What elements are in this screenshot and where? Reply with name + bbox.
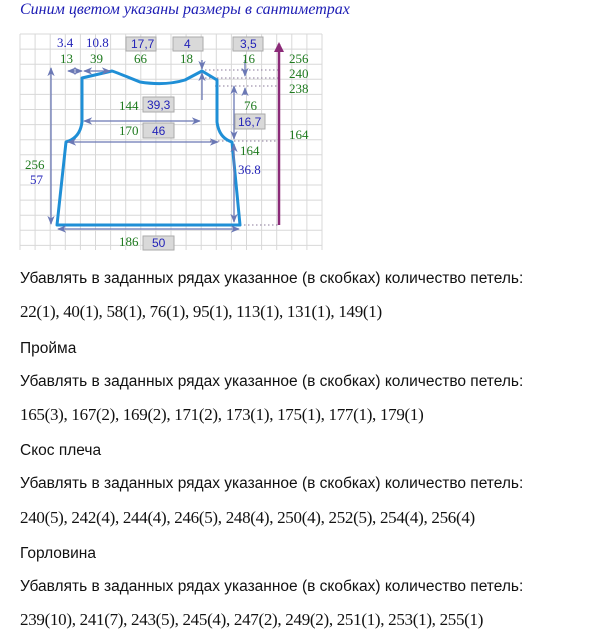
shoulder-drop-stitches: 18 (180, 51, 193, 66)
diagram-caption: Синим цветом указаны размеры в сантиметрах (20, 1, 350, 18)
section-2-rows: 165(3), 167(2), 169(2), 171(2), 173(1), 175(1), 177(1), 179(1) (20, 405, 424, 424)
neck-depth-cm-value: 3,5 (240, 37, 257, 51)
section-2-instruction: Убавлять в заданных рядах указанное (в скобках) количество петель: (20, 373, 524, 390)
neck-depth-stitches: 16 (242, 51, 255, 66)
bust-cm-value: 46 (152, 124, 166, 138)
shoulder-cm-label: 10.8 (86, 35, 109, 50)
shoulder-drop-cm-value: 4 (184, 37, 191, 51)
shoulder-stitches: 39 (90, 51, 103, 66)
side-cm: 36.8 (238, 162, 261, 177)
side-stitches: 164 (240, 143, 260, 158)
section-4-heading: Горловина (20, 545, 96, 562)
hem-cm-value: 50 (152, 236, 166, 250)
section-1-rows: 22(1), 40(1), 58(1), 76(1), 95(1), 113(1), 131(1), 149(1) (20, 302, 382, 321)
row-label-256: 256 (289, 51, 309, 66)
section-1-instruction: Убавлять в заданных рядах указанное (в скобках) количество петель: (20, 270, 524, 287)
section-3-rows: 240(5), 242(4), 244(4), 246(5), 248(4), 250(4), 252(5), 254(4), 256(4) (20, 508, 475, 527)
section-4-rows: 239(10), 241(7), 243(5), 245(4), 247(2), 249(2), 251(1), 253(1), 255(1) (20, 610, 484, 629)
total-height-stitches: 256 (25, 157, 45, 172)
armhole-stitches: 76 (244, 98, 257, 113)
section-3-heading: Скос плеча (20, 442, 102, 459)
bust-stitches: 170 (119, 123, 139, 138)
hem-stitches: 186 (119, 234, 139, 249)
row-label-238: 238 (289, 81, 309, 96)
pattern-diagram (0, 0, 330, 255)
neck-edge-cm-label: 3.4 (57, 35, 74, 50)
row-label-240: 240 (289, 66, 309, 81)
total-height-cm: 57 (30, 172, 43, 187)
chest-cm-value: 39,3 (147, 98, 171, 112)
chest-stitches: 144 (119, 98, 139, 113)
neck-width-stitches: 66 (134, 51, 147, 66)
section-3-instruction: Убавлять в заданных рядах указанное (в скобках) количество петель: (20, 475, 524, 492)
row-label-164: 164 (289, 127, 309, 142)
section-2-heading: Пройма (20, 340, 77, 357)
neck-width-cm-value: 17,7 (131, 37, 155, 51)
armhole-cm-value: 16,7 (238, 115, 262, 129)
neck-edge-stitches: 13 (60, 51, 73, 66)
section-4-instruction: Убавлять в заданных рядах указанное (в скобках) количество петель: (20, 578, 524, 595)
